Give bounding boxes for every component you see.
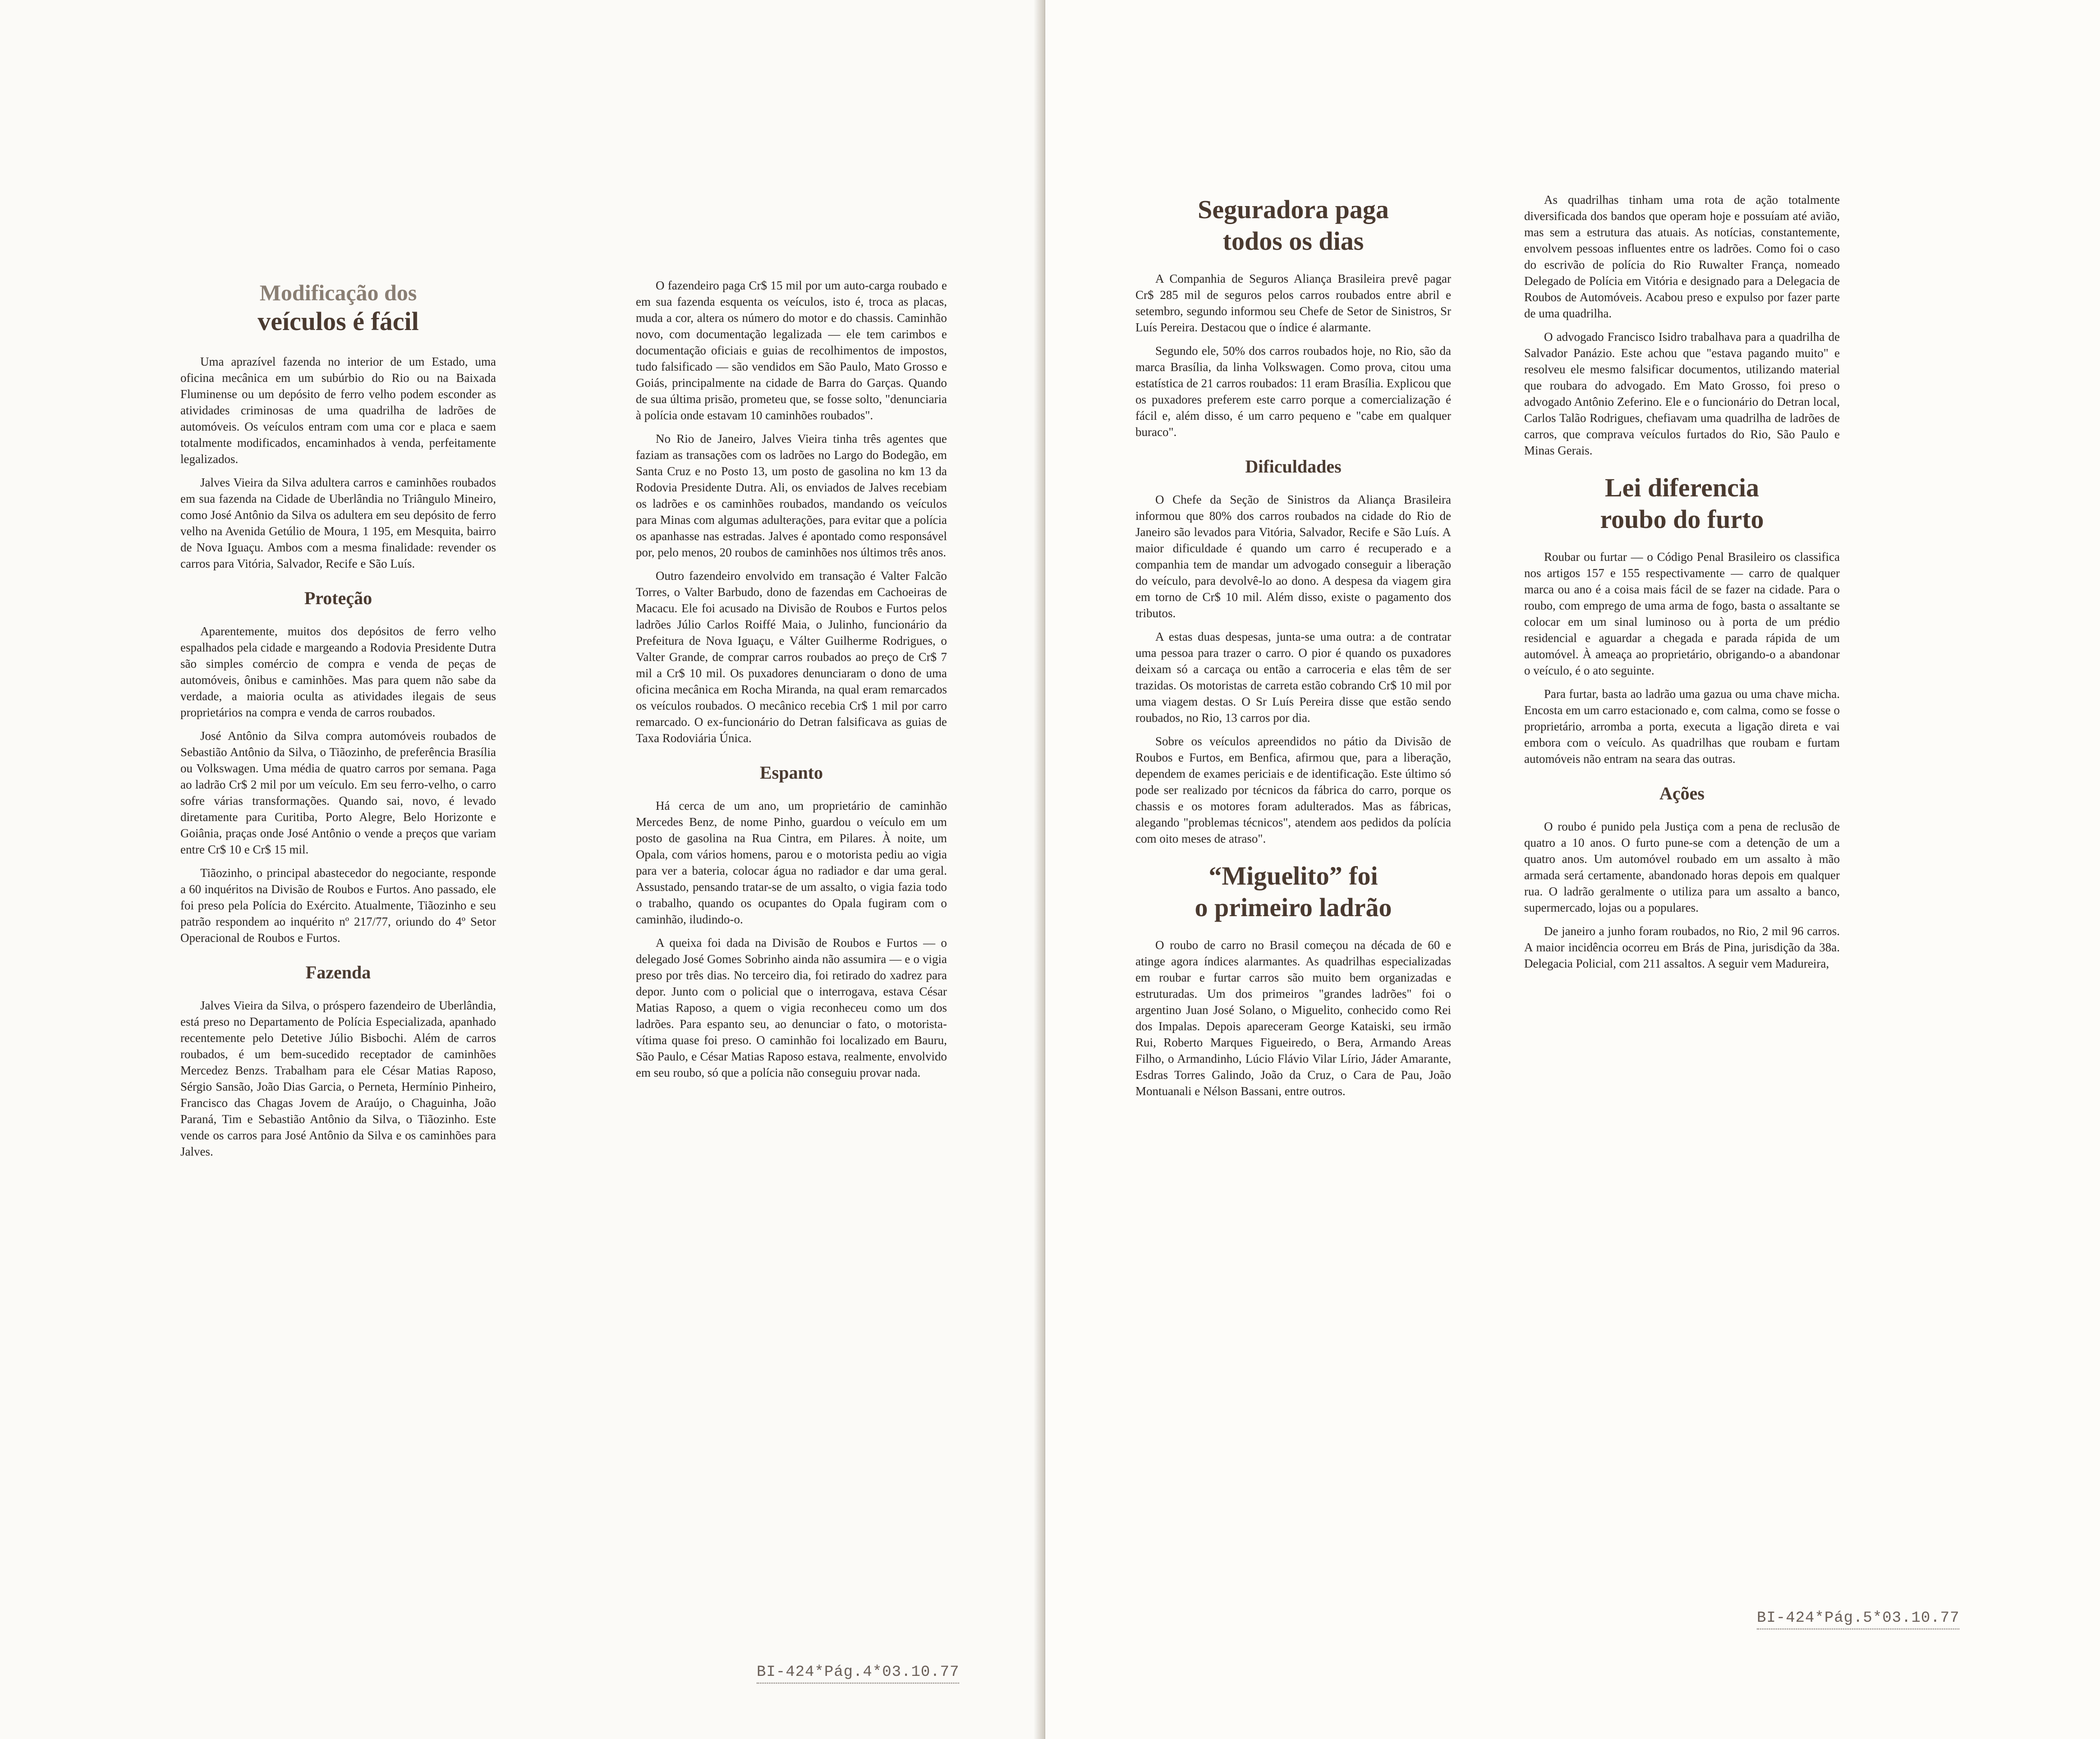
page-footer-left <box>757 1664 959 1681</box>
headline-lei-line2: roubo do furto <box>1600 505 1764 534</box>
footer-text: BI-424*Pág.5*03.10.77 <box>1757 1610 1960 1627</box>
footer-rule <box>757 1683 959 1684</box>
paragraph: Para furtar, basta ao ladrão uma gazua ou uma chave micha. Encosta em um carro estacionado e, com calma, como se fosse o proprietário, arromba a porta, executa a ligação direta e vai embora com o veículo. As quadrilhas que roubam e furtam automóveis não entram na seara das outras. <box>1524 687 1840 766</box>
paragraph: O fazendeiro paga Cr$ 15 mil por um auto-carga roubado e em sua fazenda esquenta os veículos, isto é, troca as placas, muda a cor, altera os número do motor e do chassis. Caminhão novo, com documentação legalizada — ele tem carimbos e documentação oficiais e guias de recolhimentos de impostos, tudo falsificado — são vendidos em São Paulo, Mato Grosso e Goiás, principalmente na cidade de Barra do Garças. Quando de sua última prisão, prometeu que, se fosse solto, "denunciaria à polícia onde estavam 10 caminhões roubados". <box>636 279 947 422</box>
paragraph: O roubo é punido pela Justiça com a pena de reclusão de quatro a 10 anos. O furto pune-se com a detenção de um a quatro anos. Um automóvel roubado em um assalto à mão armada será certamente, abandonado horas depois em qualquer rua. O ladrão geralmente o utiliza para um assalto a banco, supermercado, lojas ou a populares. <box>1524 820 1840 914</box>
footer-text: BI-424*Pág.4*03.10.77 <box>757 1664 960 1681</box>
headline-modificacao-line1: Modificação dos <box>259 280 417 305</box>
paragraph: Jalves Vieira da Silva, o próspero fazendeiro de Uberlândia, está preso no Departamento de Polícia Especializada, apanhado recentemente pelo Detetive Júlio Bisbochi. Além de carros roubados, é um bem-sucedido receptador de caminhões Mercedez Benzs. Trabalham para ele César Matias Raposo, Sérgio Sansão, João Dias Garcia, o Perneta, Hermínio Pinheiro, Francisco das Chagas Jovem de Araújo, o Chaguinha, João Paraná, Tim e Sebastião Antônio da Silva, o Tiãozinho. Este vende os carros para José Antônio da Silva e os caminhões para Jalves. <box>180 999 496 1158</box>
paragraph: Outro fazendeiro envolvido em transação é Valter Falcão Torres, o Valter Barbudo, dono de fazendas em Cachoeiras de Macacu. Ele foi acusado na Divisão de Roubos e Furtos pelos ladrões Júlio Carlos Roiffé Maia, o Julinho, funcionário da Prefeitura de Nova Iguaçu, e Válter Guilherme Rodrigues, o Valter Grande, de comprar carros roubados ao preço de Cr$ 7 mil a Cr$ 10 mil. Os puxadores denunciaram o dono de uma oficina mecânica em Rocha Miranda, na qual eram remarcados os veículos roubados. O mecânico recebia Cr$ 1 mil por carro remarcado. O ex-funcionário do Detran falsificava as guias de Taxa Rodoviária Única. <box>636 569 947 745</box>
column-2 <box>636 277 947 1088</box>
column-4 <box>1524 192 1840 979</box>
column-3 <box>1135 194 1451 1106</box>
paragraph: A Companhia de Seguros Aliança Brasileira prevê pagar Cr$ 285 mil de seguros pelos carros roubados entre abril e setembro, segundo informou seu Chefe de Setor de Sinistros, Sr Luís Pereira. Destacou que o índice é alarmante. <box>1135 272 1451 334</box>
right-page <box>1045 0 2100 1739</box>
paragraph: O roubo de carro no Brasil começou na década de 60 e atinge agora índices alarmantes. As quadrilhas especializadas em roubar e furtar carros são muito bem organizadas e estruturadas. Um dos primeiros "grandes ladrões" foi o argentino Juan José Solano, o Miguelito, conhecido como Rei dos Impalas. Depois apareceram George Kataiski, seu irmão Rui, Roberto Marques Figueiredo, o Bera, Armando Areas Filho, o Armandinho, Lúcio Flávio Vilar Lírio, Jáder Amarante, Esdras Torres Galindo, João da Cruz, o Cara de Pau, João Montuanali e Nélson Bassani, entre outros. <box>1135 938 1451 1098</box>
paragraph: Tiãozinho, o principal abastecedor do negociante, responde a 60 inquéritos na Divisão de Roubos e Furtos. Ano passado, ele foi preso pela Polícia do Exército. Atualmente, Tiãozinho e seu patrão respondem ao inquérito nº 217/77, oriundo do 4º Setor Operacional de Roubos e Furtos. <box>180 866 496 945</box>
paragraph: Sobre os veículos apreendidos no pátio da Divisão de Roubos e Furtos, em Benfica, afirmou que, para a liberação, dependem de exames periciais e de identificação. Este último só pode ser realizado por técnicos da fábrica do carro, porque os chassis e os motores foram adulterados. Mas as fábricas, alegando "problemas técnicos", atendem aos pedidos da polícia com oito meses de atraso". <box>1135 734 1451 845</box>
paragraph: Há cerca de um ano, um proprietário de caminhão Mercedes Benz, de nome Pinho, guardou o veículo em um posto de gasolina na Rua Cintra, em Pilares. À noite, um Opala, com vários homens, parou e o motorista pediu ao vigia para ver a bateria, colocar água no radiador e dar uma geral. Assustado, pensando tratar-se de um assalto, o vigia fazia todo o trabalho, quando os ocupantes do Opala fugiram com o caminhão, iludindo-o. <box>636 799 947 926</box>
paragraph: Aparentemente, muitos dos depósitos de ferro velho espalhados pela cidade e margeando a Rodovia Presidente Dutra são simples comércio de compra e venda de peças de automóveis, ônibus e caminhões. Mas para quem não sabe da verdade, a maioria oculta as atividades ilegais de seus proprietários na compra e venda de carros roubados. <box>180 624 496 719</box>
headline-modificacao-line2: veículos é fácil <box>257 307 419 336</box>
paragraph: As quadrilhas tinham uma rota de ação totalmente diversificada dos bandos que operam hoje e possuíam até avião, mas sem a estrutura das atuais. As notícias, constantemente, envolvem pessoas influentes entre os ladrões. Como foi o caso do escrivão de polícia do Rio Ruwalter França, nomeado Delegado de Polícia em Vitória e designado para a Delegacia de Roubos de Automóveis. Acabou preso e expulso por fazer parte de uma quadrilha. <box>1524 193 1840 320</box>
paragraph: A estas duas despesas, junta-se uma outra: a de contratar uma pessoa para trazer o carro. O pior é quando os puxadores deixam só a carcaça ou então a carroceria e elas têm de ser trazidas. Os motoristas de carreta estão cobrando Cr$ 10 mil por uma viagem destas. O Sr Luís Pereira disse que estão sendo roubados, no Rio, 13 carros por dia. <box>1135 630 1451 725</box>
paragraph: José Antônio da Silva compra automóveis roubados de Sebastião Antônio da Silva, o Tiãozinho, de preferência Brasília ou Volkswagen. Uma média de quatro carros por semana. Paga ao ladrão Cr$ 2 mil por um veículo. Em seu ferro-velho, o carro sofre várias transformações. Quando sai, novo, é levado diretamente para Curitiba, Porto Alegre, Belo Horizonte e Goiânia, praças onde José Antônio o vende a preços que variam entre Cr$ 10 e Cr$ 15 mil. <box>180 729 496 856</box>
paragraph: Jalves Vieira da Silva adultera carros e caminhões roubados em sua fazenda na Cidade de Uberlândia no Triângulo Mineiro, como José Antônio da Silva os adultera em seu depósito de ferro velho na Avenida Getúlio de Moura, 1 195, em Mesquita, bairro de Nova Iguaçu. Ambos com a mesma finalidade: revender os carros para Vitória, Salvador, Recife e São Luís. <box>180 476 496 570</box>
subhead-protecao: Proteção <box>304 588 372 608</box>
paragraph: Roubar ou furtar — o Código Penal Brasileiro os classifica nos artigos 157 e 155 respectivamente — carro de qualquer marca ou ano é a coisa mais fácil de se fazer na cidade. Para o roubo, com emprego de uma arma de fogo, basta o assaltante se colocar em um sinal luminoso ou à porta de um prédio residencial e aguardar a chegada e parada rápida de um automóvel. À ameaça ao proprietário, obrigando-o a abandonar o veículo, é o ato seguinte. <box>1524 550 1840 677</box>
left-page <box>0 0 1045 1739</box>
paragraph: O advogado Francisco Isidro trabalhava para a quadrilha de Salvador Panázio. Este achou que "estava pagando muito" e resolveu ele mesmo falsificar documentos, utilizando material que roubara do advogado. Em Mato Grosso, foi preso o advogado Antônio Zeferino. Ele e o funcionário do Detran local, Carlos Talão Rodrigues, chefiavam uma quadrilha de ladrões de carros, que comprava veículos furtados do Rio, São Paulo e Minas Gerais. <box>1524 330 1840 457</box>
headline-lei-line1: Lei diferencia <box>1604 473 1760 502</box>
paragraph: Uma aprazível fazenda no interior de um Estado, uma oficina mecânica em um subúrbio do Rio ou na Baixada Fluminense ou um depósito de ferro velho podem esconder as atividades criminosas de uma quadrilha de ladrões de automóveis. Os veículos entram com uma cor e placa e saem totalmente modificados, encaminhados à venda, perfeitamente legalizados. <box>180 355 496 466</box>
subhead-dificuldades: Dificuldades <box>1245 456 1342 477</box>
headline-seguradora-line2: todos os dias <box>1222 226 1364 256</box>
subhead-espanto: Espanto <box>759 762 823 783</box>
paragraph: De janeiro a junho foram roubados, no Rio, 2 mil 96 carros. A maior incidência ocorreu em Brás de Pina, jurisdição da 38a. Delegacia Policial, com 211 assaltos. A seguir vem Madureira, <box>1524 924 1840 970</box>
column-1 <box>180 280 496 1167</box>
headline-seguradora-line1: Seguradora paga <box>1198 195 1389 224</box>
paragraph: A queixa foi dada na Divisão de Roubos e Furtos — o delegado José Gomes Sobrinho ainda não assumira — e o vigia preso por três dias. No terceiro dia, foi retirado do xadrez para depor. Junto com o policial que o interrogava, estava César Matias Raposo, a quem o vigia reconheceu como um dos ladrões. Para espanto seu, ao denunciar o fato, o motorista-vítima quase foi preso. O caminhão foi localizado em Bauru, São Paulo, e César Matias Raposo estava, realmente, envolvido em seu roubo, só que a polícia não conseguiu provar nada. <box>636 936 947 1079</box>
headline-miguelito-line1: “Miguelito” foi <box>1209 861 1378 890</box>
paragraph: O Chefe da Seção de Sinistros da Aliança Brasileira informou que 80% dos carros roubados na cidade do Rio de Janeiro são levados para Vitória, Salvador, Recife e São Luís. A maior dificuldade é quando um carro é recuperado e a companhia tem de mandar um advogado conseguir a liberação do veículo, para devolvê-lo ao dono. A despesa da viagem gira em torno de Cr$ 10 mil. Além disso, existe o pagamento dos tributos. <box>1135 493 1451 620</box>
paragraph: No Rio de Janeiro, Jalves Vieira tinha três agentes que faziam as transações com os ladrões no Largo do Bodegão, em Santa Cruz e no Posto 13, um posto de gasolina no km 13 da Rodovia Presidente Dutra. Ali, os enviados de Jalves recebiam os ladrões e os caminhões roubados, mandando os veículos para Minas com algumas adulterações, para evitar que a polícia os apanhasse nas estradas. Jalves é apontado como responsável por, pelo menos, 20 roubos de caminhões nos últimos três anos. <box>636 432 947 559</box>
paragraph: Segundo ele, 50% dos carros roubados hoje, no Rio, são da marca Brasília, da linha Volkswagen. Como prova, citou uma estatística de 21 carros roubados: 11 eram Brasília. Explicou que os puxadores preferem este carro porque a comercialização é fácil e, além disso, é um carro pequeno e "cabe em qualquer buraco". <box>1135 344 1451 439</box>
subhead-acoes: Ações <box>1659 783 1705 803</box>
page-footer-right <box>1757 1610 1959 1627</box>
subhead-fazenda: Fazenda <box>305 962 371 982</box>
headline-miguelito-line2: o primeiro ladrão <box>1195 893 1392 922</box>
